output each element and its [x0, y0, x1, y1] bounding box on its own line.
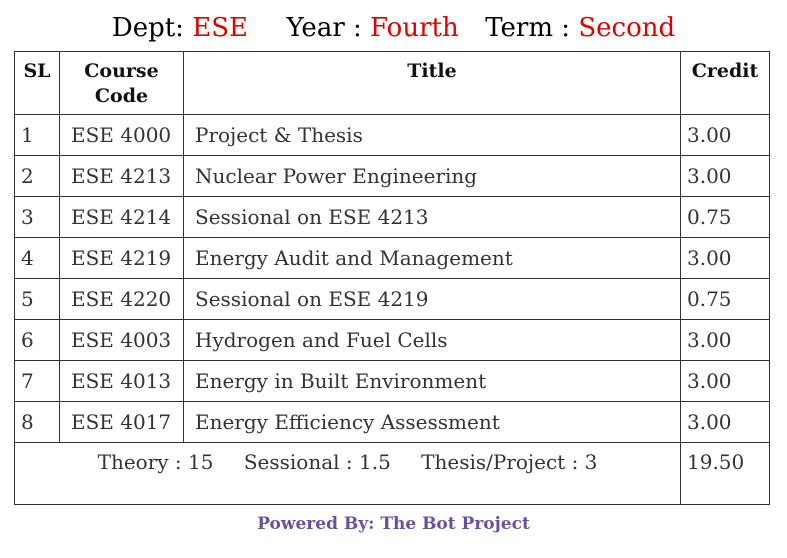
col-header-credit: Credit [681, 52, 770, 115]
cell-course-code: ESE 4214 [60, 197, 184, 238]
cell-course-code: ESE 4017 [60, 402, 184, 443]
summary-thesis: Thesis/Project : 3 [421, 450, 598, 474]
total-credit: 19.50 [681, 443, 770, 505]
summary-sessional: Sessional : 1.5 [243, 450, 391, 474]
cell-title: Sessional on ESE 4213 [184, 197, 681, 238]
col-header-code-line2: Code [94, 85, 149, 107]
cell-title: Hydrogen and Fuel Cells [184, 320, 681, 361]
cell-credit: 0.75 [681, 197, 770, 238]
cell-sl: 3 [15, 197, 60, 238]
cell-course-code: ESE 4003 [60, 320, 184, 361]
table-row [15, 156, 770, 197]
cell-credit: 3.00 [681, 115, 770, 156]
col-header-code-line1: Course [84, 60, 159, 82]
year-label: Year : [286, 13, 362, 43]
cell-sl: 8 [15, 402, 60, 443]
dept-value: ESE [192, 13, 248, 43]
cell-course-code: ESE 4000 [60, 115, 184, 156]
cell-title: Energy Efficiency Assessment [184, 402, 681, 443]
credit-breakdown [15, 443, 681, 505]
table-row [15, 197, 770, 238]
cell-course-code: ESE 4220 [60, 279, 184, 320]
cell-sl: 4 [15, 238, 60, 279]
cell-credit: 3.00 [681, 156, 770, 197]
table-row [15, 115, 770, 156]
cell-title: Sessional on ESE 4219 [184, 279, 681, 320]
course-table [14, 51, 770, 505]
col-header-sl: SL [15, 52, 60, 115]
summary-row [15, 443, 770, 505]
table-row [15, 402, 770, 443]
table-row [15, 279, 770, 320]
cell-course-code: ESE 4219 [60, 238, 184, 279]
cell-sl: 5 [15, 279, 60, 320]
page-heading [0, 10, 787, 46]
term-label: Term : [485, 13, 571, 43]
dept-label: Dept: [111, 13, 184, 43]
cell-credit: 3.00 [681, 320, 770, 361]
col-header-title: Title [184, 52, 681, 115]
cell-sl: 1 [15, 115, 60, 156]
cell-sl: 6 [15, 320, 60, 361]
term-value: Second [578, 13, 676, 43]
powered-by-footer: Powered By: The Bot Project [257, 514, 530, 534]
cell-title: Energy in Built Environment [184, 361, 681, 402]
cell-title: Energy Audit and Management [184, 238, 681, 279]
summary-theory: Theory : 15 [97, 450, 214, 474]
cell-course-code: ESE 4213 [60, 156, 184, 197]
table-row [15, 361, 770, 402]
cell-sl: 2 [15, 156, 60, 197]
cell-credit: 3.00 [681, 361, 770, 402]
col-header-course-code [60, 52, 184, 115]
cell-credit: 3.00 [681, 402, 770, 443]
cell-sl: 7 [15, 361, 60, 402]
cell-credit: 3.00 [681, 238, 770, 279]
cell-title: Project & Thesis [184, 115, 681, 156]
cell-course-code: ESE 4013 [60, 361, 184, 402]
table-header-row [15, 52, 770, 115]
table-row [15, 238, 770, 279]
year-value: Fourth [370, 13, 459, 43]
cell-credit: 0.75 [681, 279, 770, 320]
cell-title: Nuclear Power Engineering [184, 156, 681, 197]
table-row [15, 320, 770, 361]
